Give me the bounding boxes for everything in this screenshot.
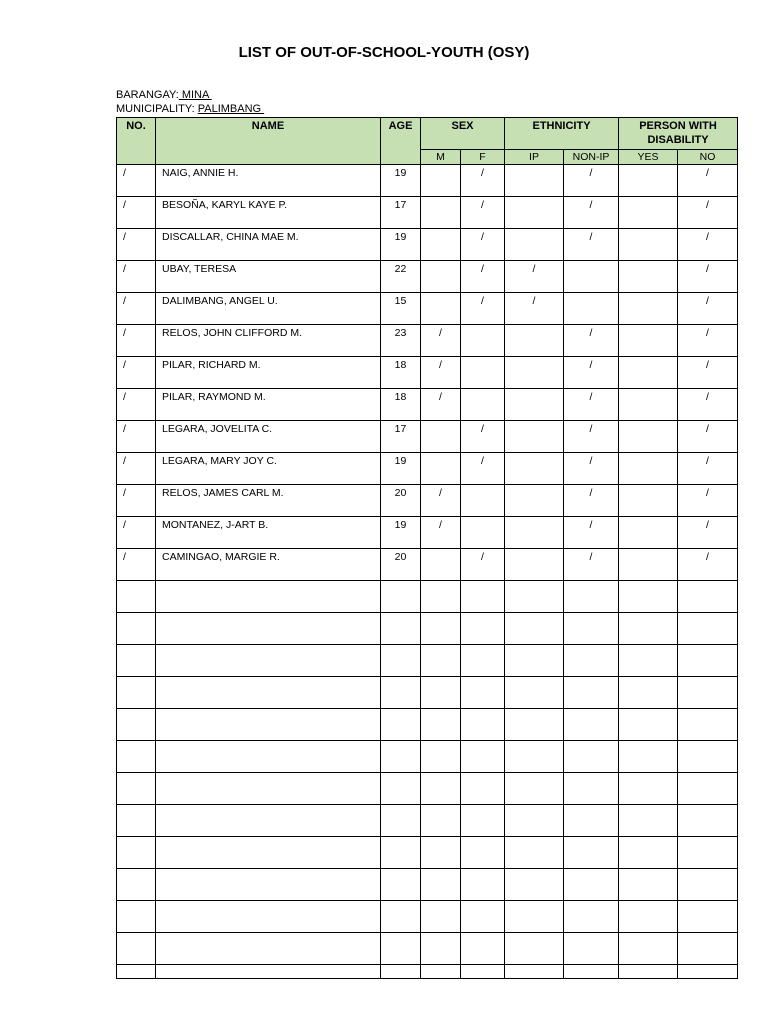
row-number bbox=[117, 837, 156, 869]
row-name bbox=[156, 869, 381, 901]
row-age bbox=[381, 805, 421, 837]
row-number bbox=[117, 677, 156, 709]
row-sex-m bbox=[421, 773, 461, 805]
row-ethnicity-nonip bbox=[564, 293, 619, 325]
table-body bbox=[117, 165, 738, 979]
row-pwd-no: / bbox=[678, 165, 738, 197]
row-ethnicity-ip bbox=[505, 549, 564, 581]
row-ethnicity-nonip bbox=[564, 613, 619, 645]
table-row bbox=[117, 805, 738, 837]
table-row bbox=[117, 485, 738, 517]
row-number bbox=[117, 709, 156, 741]
row-sex-f bbox=[461, 581, 505, 613]
row-pwd-yes bbox=[619, 357, 678, 389]
row-pwd-yes bbox=[619, 805, 678, 837]
table-row bbox=[117, 869, 738, 901]
row-sex-m bbox=[421, 261, 461, 293]
row-ethnicity-nonip: / bbox=[564, 229, 619, 261]
row-sex-m bbox=[421, 549, 461, 581]
header-pwd: PERSON WITH DISABILITY bbox=[619, 118, 738, 150]
row-age bbox=[381, 581, 421, 613]
municipality-value: PALIMBANG bbox=[197, 103, 265, 115]
table-row bbox=[117, 165, 738, 197]
row-ethnicity-ip bbox=[505, 645, 564, 677]
row-number: / bbox=[117, 389, 156, 421]
barangay-value: MINA bbox=[178, 89, 212, 101]
row-age: 18 bbox=[381, 357, 421, 389]
row-pwd-yes bbox=[619, 197, 678, 229]
row-pwd-yes bbox=[619, 613, 678, 645]
row-pwd-yes bbox=[619, 453, 678, 485]
row-sex-m bbox=[421, 229, 461, 261]
row-ethnicity-ip bbox=[505, 773, 564, 805]
row-number bbox=[117, 741, 156, 773]
row-number bbox=[117, 965, 156, 979]
row-number: / bbox=[117, 293, 156, 325]
table-row bbox=[117, 773, 738, 805]
row-ethnicity-nonip bbox=[564, 805, 619, 837]
row-sex-f bbox=[461, 901, 505, 933]
row-age bbox=[381, 869, 421, 901]
row-ethnicity-ip bbox=[505, 965, 564, 979]
row-age bbox=[381, 901, 421, 933]
header-f: F bbox=[461, 150, 505, 165]
row-ethnicity-ip bbox=[505, 933, 564, 965]
row-name: DISCALLAR, CHINA MAE M. bbox=[156, 229, 381, 261]
row-name bbox=[156, 581, 381, 613]
row-age: 17 bbox=[381, 421, 421, 453]
row-age bbox=[381, 709, 421, 741]
row-ethnicity-nonip bbox=[564, 709, 619, 741]
row-sex-m bbox=[421, 613, 461, 645]
row-age bbox=[381, 613, 421, 645]
row-ethnicity-ip bbox=[505, 357, 564, 389]
row-pwd-no bbox=[678, 901, 738, 933]
row-sex-f: / bbox=[461, 421, 505, 453]
row-sex-m: / bbox=[421, 517, 461, 549]
row-name bbox=[156, 901, 381, 933]
row-ethnicity-ip bbox=[505, 837, 564, 869]
header-age: AGE bbox=[381, 118, 421, 165]
row-sex-m bbox=[421, 805, 461, 837]
row-pwd-no: / bbox=[678, 517, 738, 549]
barangay-line bbox=[116, 88, 212, 102]
row-pwd-yes bbox=[619, 741, 678, 773]
header-sex: SEX bbox=[421, 118, 505, 150]
row-age: 15 bbox=[381, 293, 421, 325]
row-number bbox=[117, 933, 156, 965]
row-pwd-yes bbox=[619, 901, 678, 933]
row-ethnicity-nonip bbox=[564, 645, 619, 677]
row-pwd-no: / bbox=[678, 197, 738, 229]
row-sex-f bbox=[461, 389, 505, 421]
row-name bbox=[156, 645, 381, 677]
table-row bbox=[117, 645, 738, 677]
row-ethnicity-ip bbox=[505, 901, 564, 933]
row-sex-f bbox=[461, 837, 505, 869]
row-sex-m bbox=[421, 581, 461, 613]
table-row bbox=[117, 709, 738, 741]
row-pwd-yes bbox=[619, 421, 678, 453]
table-row bbox=[117, 325, 738, 357]
row-age: 19 bbox=[381, 517, 421, 549]
row-sex-m: / bbox=[421, 389, 461, 421]
row-ethnicity-nonip bbox=[564, 965, 619, 979]
row-name bbox=[156, 613, 381, 645]
row-pwd-yes bbox=[619, 965, 678, 979]
row-number: / bbox=[117, 517, 156, 549]
row-sex-f: / bbox=[461, 229, 505, 261]
row-ethnicity-nonip bbox=[564, 933, 619, 965]
row-ethnicity-nonip: / bbox=[564, 517, 619, 549]
row-name: MONTANEZ, J-ART B. bbox=[156, 517, 381, 549]
row-sex-m bbox=[421, 837, 461, 869]
row-age bbox=[381, 933, 421, 965]
table-row bbox=[117, 261, 738, 293]
row-pwd-yes bbox=[619, 933, 678, 965]
row-pwd-no: / bbox=[678, 485, 738, 517]
row-age: 20 bbox=[381, 485, 421, 517]
row-ethnicity-ip bbox=[505, 485, 564, 517]
row-name: UBAY, TERESA bbox=[156, 261, 381, 293]
row-number: / bbox=[117, 261, 156, 293]
table-row bbox=[117, 389, 738, 421]
row-name bbox=[156, 709, 381, 741]
row-sex-m: / bbox=[421, 325, 461, 357]
row-pwd-no bbox=[678, 869, 738, 901]
row-number bbox=[117, 645, 156, 677]
row-pwd-yes bbox=[619, 325, 678, 357]
row-name: RELOS, JOHN CLIFFORD M. bbox=[156, 325, 381, 357]
row-name: RELOS, JAMES CARL M. bbox=[156, 485, 381, 517]
row-ethnicity-ip: / bbox=[505, 261, 564, 293]
row-name bbox=[156, 965, 381, 979]
row-pwd-no: / bbox=[678, 261, 738, 293]
header-name: NAME bbox=[156, 118, 381, 165]
row-age: 18 bbox=[381, 389, 421, 421]
row-number: / bbox=[117, 453, 156, 485]
row-pwd-no: / bbox=[678, 325, 738, 357]
row-sex-f: / bbox=[461, 261, 505, 293]
row-pwd-no: / bbox=[678, 357, 738, 389]
row-sex-m bbox=[421, 933, 461, 965]
row-number: / bbox=[117, 549, 156, 581]
row-number: / bbox=[117, 357, 156, 389]
table-row bbox=[117, 517, 738, 549]
table-row bbox=[117, 965, 738, 979]
row-sex-f: / bbox=[461, 453, 505, 485]
row-number: / bbox=[117, 421, 156, 453]
row-ethnicity-nonip bbox=[564, 261, 619, 293]
row-number: / bbox=[117, 325, 156, 357]
row-ethnicity-nonip bbox=[564, 837, 619, 869]
row-name: LEGARA, JOVELITA C. bbox=[156, 421, 381, 453]
row-number: / bbox=[117, 229, 156, 261]
osy-table bbox=[116, 117, 738, 979]
row-sex-f bbox=[461, 517, 505, 549]
row-pwd-no bbox=[678, 837, 738, 869]
row-sex-f bbox=[461, 933, 505, 965]
row-name: LEGARA, MARY JOY C. bbox=[156, 453, 381, 485]
row-sex-f bbox=[461, 485, 505, 517]
row-pwd-no bbox=[678, 581, 738, 613]
table-row bbox=[117, 613, 738, 645]
row-sex-m bbox=[421, 901, 461, 933]
row-pwd-no bbox=[678, 645, 738, 677]
row-pwd-yes bbox=[619, 229, 678, 261]
row-pwd-yes bbox=[619, 677, 678, 709]
row-sex-m bbox=[421, 869, 461, 901]
row-name: BESOÑA, KARYL KAYE P. bbox=[156, 197, 381, 229]
row-age: 17 bbox=[381, 197, 421, 229]
row-pwd-yes bbox=[619, 165, 678, 197]
row-pwd-no bbox=[678, 965, 738, 979]
header-no-sub: NO bbox=[678, 150, 738, 165]
row-ethnicity-nonip bbox=[564, 741, 619, 773]
row-sex-f bbox=[461, 869, 505, 901]
municipality-label: MUNICIPALITY: bbox=[116, 103, 195, 115]
row-age bbox=[381, 645, 421, 677]
row-ethnicity-nonip: / bbox=[564, 357, 619, 389]
row-ethnicity-ip bbox=[505, 421, 564, 453]
row-name bbox=[156, 677, 381, 709]
row-sex-m bbox=[421, 293, 461, 325]
row-age bbox=[381, 965, 421, 979]
row-pwd-no bbox=[678, 677, 738, 709]
page-title: LIST OF OUT-OF-SCHOOL-YOUTH (OSY) bbox=[238, 44, 530, 61]
row-pwd-yes bbox=[619, 261, 678, 293]
row-sex-f bbox=[461, 677, 505, 709]
row-ethnicity-nonip: / bbox=[564, 165, 619, 197]
row-sex-m bbox=[421, 741, 461, 773]
row-number bbox=[117, 581, 156, 613]
municipality-line bbox=[116, 102, 264, 116]
row-name bbox=[156, 837, 381, 869]
row-ethnicity-ip bbox=[505, 613, 564, 645]
row-pwd-no bbox=[678, 805, 738, 837]
row-pwd-yes bbox=[619, 517, 678, 549]
row-pwd-yes bbox=[619, 293, 678, 325]
row-ethnicity-ip bbox=[505, 197, 564, 229]
row-ethnicity-nonip bbox=[564, 869, 619, 901]
row-age: 20 bbox=[381, 549, 421, 581]
row-ethnicity-ip: / bbox=[505, 293, 564, 325]
row-ethnicity-ip bbox=[505, 517, 564, 549]
table-row bbox=[117, 421, 738, 453]
row-number bbox=[117, 805, 156, 837]
row-sex-f bbox=[461, 773, 505, 805]
row-pwd-yes bbox=[619, 581, 678, 613]
row-sex-f bbox=[461, 805, 505, 837]
row-name bbox=[156, 805, 381, 837]
row-ethnicity-nonip bbox=[564, 677, 619, 709]
row-name bbox=[156, 741, 381, 773]
row-name: PILAR, RICHARD M. bbox=[156, 357, 381, 389]
row-ethnicity-ip bbox=[505, 229, 564, 261]
row-sex-f: / bbox=[461, 165, 505, 197]
table-row bbox=[117, 741, 738, 773]
row-pwd-yes bbox=[619, 869, 678, 901]
row-ethnicity-nonip: / bbox=[564, 549, 619, 581]
row-sex-f bbox=[461, 357, 505, 389]
row-pwd-yes bbox=[619, 709, 678, 741]
row-ethnicity-ip bbox=[505, 869, 564, 901]
header-yes: YES bbox=[619, 150, 678, 165]
row-ethnicity-ip bbox=[505, 165, 564, 197]
row-ethnicity-ip bbox=[505, 389, 564, 421]
row-pwd-yes bbox=[619, 645, 678, 677]
row-age: 23 bbox=[381, 325, 421, 357]
row-ethnicity-ip bbox=[505, 805, 564, 837]
row-age: 19 bbox=[381, 453, 421, 485]
row-sex-m: / bbox=[421, 357, 461, 389]
row-sex-f: / bbox=[461, 293, 505, 325]
row-sex-f bbox=[461, 709, 505, 741]
row-sex-m bbox=[421, 677, 461, 709]
row-pwd-no bbox=[678, 613, 738, 645]
row-sex-m bbox=[421, 453, 461, 485]
row-number: / bbox=[117, 197, 156, 229]
row-ethnicity-nonip: / bbox=[564, 485, 619, 517]
row-pwd-yes bbox=[619, 773, 678, 805]
row-age: 19 bbox=[381, 229, 421, 261]
row-number bbox=[117, 901, 156, 933]
row-age bbox=[381, 677, 421, 709]
row-sex-m bbox=[421, 645, 461, 677]
row-ethnicity-nonip bbox=[564, 581, 619, 613]
header-ip: IP bbox=[505, 150, 564, 165]
row-ethnicity-ip bbox=[505, 581, 564, 613]
row-ethnicity-ip bbox=[505, 741, 564, 773]
table-row bbox=[117, 901, 738, 933]
row-ethnicity-nonip: / bbox=[564, 453, 619, 485]
row-age: 22 bbox=[381, 261, 421, 293]
row-ethnicity-ip bbox=[505, 453, 564, 485]
row-pwd-no: / bbox=[678, 229, 738, 261]
row-sex-f: / bbox=[461, 197, 505, 229]
row-ethnicity-nonip bbox=[564, 773, 619, 805]
row-ethnicity-nonip: / bbox=[564, 389, 619, 421]
row-name: PILAR, RAYMOND M. bbox=[156, 389, 381, 421]
row-sex-m bbox=[421, 197, 461, 229]
row-pwd-yes bbox=[619, 549, 678, 581]
row-sex-f bbox=[461, 965, 505, 979]
table-row bbox=[117, 293, 738, 325]
row-number bbox=[117, 613, 156, 645]
row-ethnicity-nonip: / bbox=[564, 421, 619, 453]
row-sex-f bbox=[461, 613, 505, 645]
row-sex-f bbox=[461, 645, 505, 677]
row-name bbox=[156, 773, 381, 805]
row-ethnicity-nonip bbox=[564, 901, 619, 933]
row-pwd-no: / bbox=[678, 389, 738, 421]
row-ethnicity-ip bbox=[505, 325, 564, 357]
header-ethnicity: ETHNICITY bbox=[505, 118, 619, 150]
row-sex-f: / bbox=[461, 549, 505, 581]
row-sex-f bbox=[461, 325, 505, 357]
row-pwd-yes bbox=[619, 485, 678, 517]
row-number bbox=[117, 869, 156, 901]
row-pwd-no bbox=[678, 773, 738, 805]
row-pwd-no bbox=[678, 933, 738, 965]
row-age bbox=[381, 837, 421, 869]
row-name: DALIMBANG, ANGEL U. bbox=[156, 293, 381, 325]
row-pwd-no: / bbox=[678, 453, 738, 485]
row-age bbox=[381, 773, 421, 805]
row-name: NAIG, ANNIE H. bbox=[156, 165, 381, 197]
table-row bbox=[117, 581, 738, 613]
header-m: M bbox=[421, 150, 461, 165]
row-pwd-no: / bbox=[678, 421, 738, 453]
row-pwd-no bbox=[678, 741, 738, 773]
table-row bbox=[117, 677, 738, 709]
row-number bbox=[117, 773, 156, 805]
row-sex-m bbox=[421, 421, 461, 453]
row-pwd-yes bbox=[619, 389, 678, 421]
row-pwd-no bbox=[678, 709, 738, 741]
row-sex-f bbox=[461, 741, 505, 773]
row-ethnicity-nonip: / bbox=[564, 197, 619, 229]
row-ethnicity-ip bbox=[505, 677, 564, 709]
row-name bbox=[156, 933, 381, 965]
barangay-label: BARANGAY: bbox=[116, 89, 179, 101]
row-age bbox=[381, 741, 421, 773]
header-nonip: NON-IP bbox=[564, 150, 619, 165]
row-sex-m bbox=[421, 965, 461, 979]
row-sex-m bbox=[421, 709, 461, 741]
row-name: CAMINGAO, MARGIE R. bbox=[156, 549, 381, 581]
table-row bbox=[117, 837, 738, 869]
row-ethnicity-nonip: / bbox=[564, 325, 619, 357]
table-row bbox=[117, 453, 738, 485]
row-number: / bbox=[117, 165, 156, 197]
header-no: NO. bbox=[117, 118, 156, 165]
row-pwd-no: / bbox=[678, 293, 738, 325]
row-pwd-yes bbox=[619, 837, 678, 869]
table-row bbox=[117, 357, 738, 389]
row-sex-m: / bbox=[421, 485, 461, 517]
row-age: 19 bbox=[381, 165, 421, 197]
table-row bbox=[117, 197, 738, 229]
row-number: / bbox=[117, 485, 156, 517]
row-ethnicity-ip bbox=[505, 709, 564, 741]
table-row bbox=[117, 933, 738, 965]
row-sex-m bbox=[421, 165, 461, 197]
table-row bbox=[117, 229, 738, 261]
row-pwd-no: / bbox=[678, 549, 738, 581]
table-row bbox=[117, 549, 738, 581]
